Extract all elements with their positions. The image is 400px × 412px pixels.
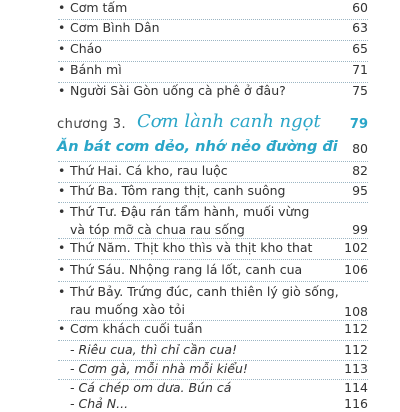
entry-page: 108 [344,304,368,319]
chapter-label: chương 3. [57,117,127,132]
entry-title: Thứ Ba. Tôm rang thịt, canh suông [70,183,286,198]
toc-entry[interactable] [58,284,368,320]
entry-title: Cơm khách cuối tuần [70,321,203,336]
entry-page: 112 [344,321,368,336]
entry-title: Thứ Tư. Đậu rán tẩm hành, muối vừng [70,204,310,219]
subentry-title: - Cá chép om dưa. Bún cá [70,380,232,395]
bullet-icon: • [58,204,66,219]
entry-title: Cháo [70,41,102,56]
bullet-icon: • [58,0,66,15]
entry-title: Thứ Năm. Thịt kho thìs và thịt kho that [70,240,313,255]
divider [58,40,368,41]
toc-entry[interactable] [58,204,368,240]
bullet-icon: • [58,20,66,35]
subentry-title: - Riêu cua, thì chỉ cần cua! [70,342,238,357]
chapter-title: Cơm lành canh ngọt [137,111,321,132]
bullet-icon: • [58,321,66,336]
divider [58,161,368,162]
bullet-icon: • [58,262,66,277]
subentry-page: 112 [344,342,368,357]
section-title: Ăn bát cơm dẻo, nhớ nẻo đường đi [57,139,338,155]
subentry-title: - Chả N... [70,396,129,411]
entry-page: 106 [344,262,368,277]
divider [58,340,368,341]
section-page: 80 [352,141,368,156]
entry-title-cont: và tóp mỡ cà chua rau sống [70,222,245,237]
entry-title: Người Sài Gòn uống cà phê ở đâu? [70,83,286,98]
divider [58,202,368,203]
entry-title: Thứ Hai. Cá kho, rau luộc [70,163,228,178]
bullet-icon: • [58,183,66,198]
entry-page: 65 [352,41,368,56]
subentry-page: 114 [344,380,368,395]
entry-page: 102 [344,240,368,255]
divider [58,281,368,282]
bullet-icon: • [58,62,66,77]
bullet-icon: • [58,41,66,56]
entry-page: 82 [352,163,368,178]
section-heading[interactable] [57,139,368,159]
entry-page: 71 [352,62,368,77]
bullet-icon: • [58,240,66,255]
bullet-icon: • [58,83,66,98]
bullet-icon: • [58,163,66,178]
entry-title: Cơm tấm [70,0,128,15]
entry-title: Cơm Bình Dân [70,20,160,35]
entry-title-cont: rau muống xào tỏi [70,302,185,317]
entry-page: 63 [352,20,368,35]
entry-title: Thứ Sáu. Nhộng rang lá lốt, canh cua [70,262,303,277]
entry-page: 95 [352,183,368,198]
bullet-icon: • [58,284,66,299]
subentry-title: - Cơm gà, mỗi nhà mỗi kiểu! [70,361,248,376]
entry-title: Thứ Bảy. Trứng đúc, canh thiên lý giò sống, [70,284,339,299]
entry-page: 75 [352,83,368,98]
entry-title: Bánh mì [70,62,122,77]
entry-page: 99 [352,222,368,237]
subentry-page: 113 [344,361,368,376]
chapter-heading[interactable] [57,113,368,135]
divider [58,238,368,239]
chapter-page: 79 [349,117,368,132]
entry-page: 60 [352,0,368,15]
subentry-page: 116 [344,396,368,411]
divider [58,259,368,260]
